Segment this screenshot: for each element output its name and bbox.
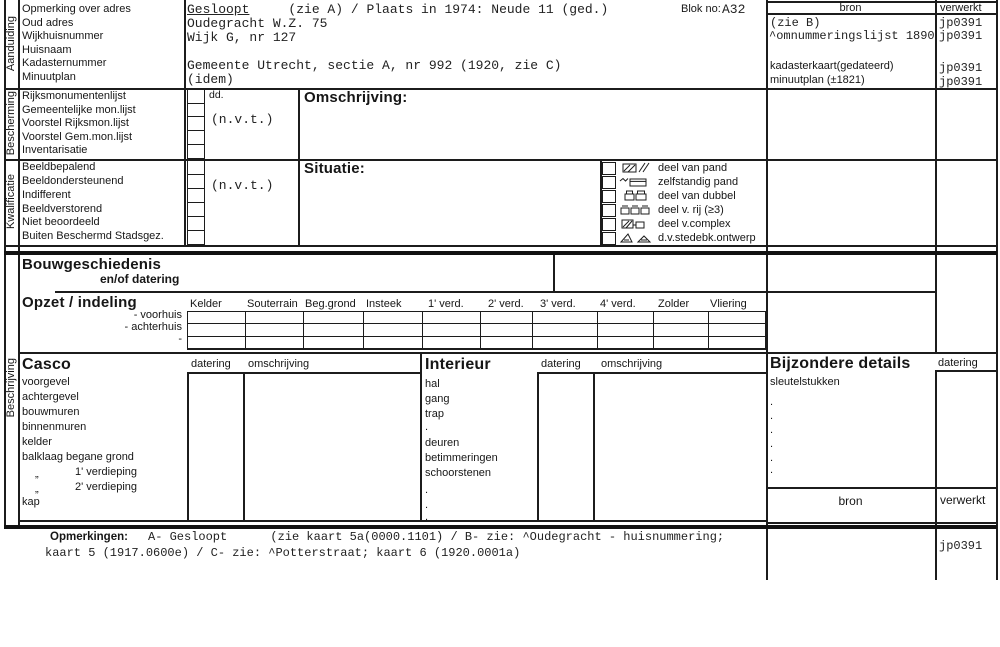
casco-header-underline (187, 372, 420, 374)
placeholder-dot: . (770, 464, 774, 476)
footer-bron-header: bron (838, 494, 863, 508)
field-label-huisnaam: Huisnaam (22, 44, 72, 56)
field-label-wijkhuisnummer: Wijkhuisnummer (22, 30, 104, 42)
opzet-row-voorhuis: - voorhuis (133, 309, 182, 321)
opzet-col-beggrond: Beg.grond (305, 298, 356, 310)
interieur-row-gang: gang (425, 393, 450, 405)
kwalificatie-nvt: (n.v.t.) (211, 178, 274, 193)
bescherming-item-rijksmonumentenlijst: Rijksmonumentenlijst (22, 90, 126, 102)
interieur-datering-line (537, 372, 539, 521)
section-tab-label: Kwalificatie (5, 174, 17, 230)
deel-van-dubbel-icon (617, 189, 654, 202)
kwalificatie-item-beeldondersteunend: Beeldondersteunend (22, 175, 124, 187)
casco-datering-line (187, 372, 189, 521)
grid-cell (246, 337, 304, 349)
grid-cell (304, 337, 364, 349)
value-adres-rest: (zie A) / Plaats in 1974: Neude 11 (ged.) (249, 2, 609, 17)
divider-verwerkt-column (935, 0, 937, 352)
opzet-col-insteek: Insteek (366, 298, 402, 310)
grid-cell (246, 312, 304, 324)
bouwgeschiedenis-subheading: en/of datering (100, 272, 180, 286)
casco-row-1e-verdieping: 1' verdieping (75, 466, 138, 478)
casco-datering-header: datering (191, 358, 231, 370)
divider-casco-interieur (420, 352, 422, 521)
checkbox (602, 176, 616, 189)
section-tab-kwalificatie (4, 159, 18, 245)
bijzondere-row-sleutelstukken: sleutelstukken (770, 376, 840, 388)
grid-cell (304, 312, 364, 324)
interieur-row-betimmeringen: betimmeringen (425, 452, 498, 464)
grid-cell (533, 324, 598, 336)
field-label-kadasternummer: Kadasternummer (22, 57, 107, 69)
grid-cell (481, 324, 533, 336)
deel-van-pand-icon (617, 161, 654, 174)
interieur-row-trap: trap (425, 408, 444, 420)
opzet-col-1e-verd: 1' verd. (428, 298, 464, 310)
section-line-kwalificatie (4, 245, 997, 247)
interieur-row-schoorstenen: schoorstenen (425, 467, 492, 479)
value-opmerking-over-adres (187, 2, 608, 17)
deel-van-complex-icon (617, 217, 654, 230)
placeholder-dot: . (770, 452, 774, 464)
casco-row-bouwmuren: bouwmuren (22, 406, 80, 418)
grid-cell (364, 312, 423, 324)
bescherming-item-voorstel-gemmonlijst: Voorstel Gem.mon.lijst (22, 131, 133, 143)
placeholder-dot: . (425, 511, 429, 523)
situatie-option-deel-van-rij: deel v. rij (≥3) (658, 204, 724, 216)
grid-cell (598, 312, 654, 324)
casco-row-kap: kap (22, 496, 40, 508)
footer-bron-bottom (766, 522, 997, 524)
field-label-oud-adres: Oud adres (22, 17, 74, 29)
opmerkingen-line1: A- Gesloopt (zie kaart 5a(0000.1101) / B- zie: ^Oudegracht - huisnummering; (148, 530, 725, 544)
opzet-col-3e-verd: 3' verd. (540, 298, 576, 310)
section-line-bescherming (4, 159, 997, 161)
deel-van-rij-icon (617, 203, 654, 216)
panel-bottom-line (18, 520, 766, 522)
bijzondere-datering-header: datering (938, 357, 978, 369)
kwalificatie-item-beeldverstorend: Beeldverstorend (22, 203, 103, 215)
situatie-option-stedebouwkundig-ontwerp: d.v.stedebk.ontwerp (658, 232, 756, 244)
bijzondere-details-heading: Bijzondere details (770, 355, 911, 372)
kwalificatie-item-indifferent: Indifferent (22, 189, 71, 201)
casco-row-achtergevel: achtergevel (22, 391, 79, 403)
divider-omschrijving (298, 88, 300, 246)
footer-bron-top (766, 487, 997, 489)
opzet-row-blank: - (178, 333, 182, 345)
section-tab-label: Aanduiding (5, 16, 17, 72)
verwerkt-row-value: jp0391 (939, 29, 983, 43)
situatie-option-zelfstandig-pand: zelfstandig pand (658, 176, 739, 188)
grid-cell (654, 337, 709, 349)
placeholder-dot: . (425, 484, 429, 496)
section-band-top (4, 251, 997, 255)
kwalificatie-item-beeldbepalend: Beeldbepalend (22, 161, 96, 173)
verwerkt-row-value: jp0391 (939, 75, 983, 89)
kwalificatie-item-niet-beoordeeld: Niet beoordeeld (22, 216, 100, 228)
value-kadasternummer: Gemeente Utrecht, sectie A, nr 992 (1920, zie C) (187, 58, 562, 73)
section-line-casco-top (18, 352, 997, 354)
bouwgeschiedenis-underline (55, 291, 935, 293)
omschrijving-heading: Omschrijving: (304, 89, 408, 106)
casco-row-2e-verdieping: 2' verdieping (75, 481, 138, 493)
opzet-indeling-grid (187, 311, 768, 350)
bouwgeschiedenis-heading: Bouwgeschiedenis (22, 256, 162, 273)
situatie-option-deel-van-complex: deel v.complex (658, 218, 731, 230)
situatie-heading: Situatie: (304, 160, 365, 177)
placeholder-dot: . (770, 424, 774, 436)
grid-cell (423, 312, 481, 324)
kwalificatie-item-buiten-beschermd-stadsgezicht: Buiten Beschermd Stadsgez. (22, 230, 164, 242)
footer-verwerkt-header: verwerkt (940, 493, 986, 507)
casco-omschrijving-header: omschrijving (248, 358, 310, 370)
grid-cell (423, 337, 481, 349)
checkbox (602, 204, 616, 217)
checkbox (602, 162, 616, 175)
value-adres-status: Gesloopt (187, 2, 250, 17)
placeholder-dot: . (770, 438, 774, 450)
casco-row-balklaag-begane-grond: balklaag begane grond (22, 451, 134, 463)
grid-cell (423, 324, 481, 336)
checkbox (602, 232, 616, 245)
bron-row-value: (zie B) (770, 16, 821, 30)
grid-cell (598, 324, 654, 336)
interieur-header-underline (537, 372, 766, 374)
border-right (996, 0, 998, 580)
section-tab-bescherming (4, 88, 18, 159)
value-oud-adres: Oudegracht W.Z. 75 (187, 16, 328, 31)
section-tab-aanduiding (4, 0, 18, 88)
situatie-option-deel-van-pand: deel van pand (658, 162, 728, 174)
verwerkt-column-header: verwerkt (940, 2, 982, 14)
grid-cell (364, 337, 423, 349)
grid-cell (188, 312, 246, 324)
blok-no-value: A32 (722, 2, 746, 17)
bron-row-label: minuutplan (±1821) (770, 74, 865, 86)
situatie-option-deel-van-dubbel: deel van dubbel (658, 190, 736, 202)
section-line-aanduiding (4, 88, 997, 90)
divider-verwerkt-column-lower (935, 370, 937, 580)
placeholder-dot: . (425, 421, 429, 433)
dd-label: dd. (209, 89, 224, 101)
interieur-datering-header: datering (541, 358, 581, 370)
divider-bouwgeschiedenis (553, 252, 555, 292)
opzet-col-kelder: Kelder (190, 298, 222, 310)
placeholder-dot: . (425, 499, 429, 511)
grid-cell (304, 324, 364, 336)
casco-row-voorgevel: voorgevel (22, 376, 70, 388)
grid-cell (188, 337, 246, 349)
opzet-col-4e-verd: 4' verd. (600, 298, 636, 310)
grid-cell (709, 337, 766, 349)
verwerkt-row-value: jp0391 (939, 61, 983, 75)
opzet-row-achterhuis: - achterhuis (124, 321, 182, 333)
grid-cell (533, 337, 598, 349)
placeholder-dot: . (770, 396, 774, 408)
grid-cell (709, 324, 766, 336)
grid-cell (654, 312, 709, 324)
placeholder-dot: . (770, 410, 774, 422)
field-label-opmerking-over-adres: Opmerking over adres (22, 3, 131, 15)
opzet-col-souterrain: Souterrain (247, 298, 298, 310)
bron-row-label: kadasterkaart(gedateerd) (770, 60, 894, 72)
grid-cell (654, 324, 709, 336)
checkbox (602, 218, 616, 231)
grid-cell (246, 324, 304, 336)
opmerkingen-line2: kaart 5 (1917.0600e) / C- zie: ^Potterstraat; kaart 6 (1920.0001a) (45, 546, 521, 560)
casco-row-binnenmuren: binnenmuren (22, 421, 87, 433)
grid-cell (481, 312, 533, 324)
interieur-row-deuren: deuren (425, 437, 460, 449)
section-tab-label: Beschrijving (5, 358, 17, 418)
bijzondere-header-underline (935, 370, 997, 372)
checkbox (187, 230, 205, 246)
opzet-indeling-heading: Opzet / indeling (22, 294, 137, 311)
bescherming-item-gemeentelijke-monlijst: Gemeentelijke mon.lijst (22, 104, 136, 116)
casco-row-kelder: kelder (22, 436, 52, 448)
opzet-col-zolder: Zolder (658, 298, 690, 310)
grid-cell (188, 324, 246, 336)
value-minuutplan: (idem) (187, 72, 234, 87)
opzet-col-vliering: Vliering (710, 298, 747, 310)
divider-rotated-labels (18, 0, 20, 527)
interieur-omschrijving-header: omschrijving (601, 358, 663, 370)
bescherming-nvt: (n.v.t.) (211, 112, 274, 127)
divider-fields-values (184, 0, 186, 246)
bron-column-header: bron (839, 2, 862, 14)
kwalificatie-checkbox-column (187, 160, 205, 245)
stedebouwkundig-ontwerp-icon (617, 231, 654, 244)
grid-cell (709, 312, 766, 324)
verwerkt-row-value: jp0391 (939, 16, 983, 30)
bescherming-checkbox-column (187, 89, 205, 159)
grid-cell (364, 324, 423, 336)
interieur-omschrijving-line (593, 372, 595, 521)
grid-cell (481, 337, 533, 349)
grid-cell (533, 312, 598, 324)
section-tab-label: Bescherming (5, 91, 17, 156)
footer-verwerkt-value: jp0391 (939, 539, 983, 553)
divider-bron-column (766, 0, 768, 580)
blok-no-label: Blok no: (681, 3, 721, 15)
opzet-col-2e-verd: 2' verd. (488, 298, 524, 310)
zelfstandig-pand-icon (617, 175, 654, 188)
bescherming-item-voorstel-rijksmonlijst: Voorstel Rijksmon.lijst (22, 117, 129, 129)
bron-row-value: ^omnummeringslijst 1890 (769, 29, 935, 43)
section-band-bottom (4, 525, 997, 529)
ditto-mark: „ (35, 483, 39, 495)
casco-omschrijving-line (243, 372, 245, 521)
grid-cell (598, 337, 654, 349)
value-wijkhuisnummer: Wijk G, nr 127 (187, 30, 297, 45)
interieur-row-hal: hal (425, 378, 440, 390)
section-tab-beschrijving (4, 251, 18, 525)
checkbox (602, 190, 616, 203)
casco-heading: Casco (22, 356, 72, 373)
ditto-mark: „ (35, 468, 39, 480)
opmerkingen-label: Opmerkingen: (50, 531, 128, 543)
field-label-minuutplan: Minuutplan (22, 71, 76, 83)
interieur-heading: Interieur (425, 356, 491, 373)
bescherming-item-inventarisatie: Inventarisatie (22, 144, 88, 156)
checkbox (187, 144, 205, 159)
